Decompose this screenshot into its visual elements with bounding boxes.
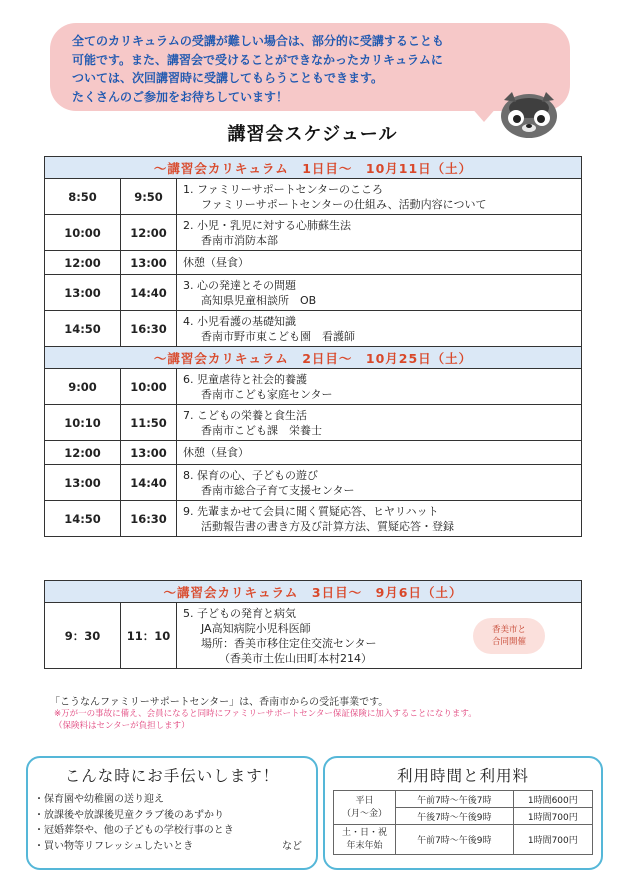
list-item xyxy=(34,839,316,855)
end-time: 11:50 xyxy=(121,405,177,441)
start-time: 12:00 xyxy=(45,441,121,465)
help-title: こんな時にお手伝いします！ xyxy=(64,767,280,785)
start-time: 12:00 xyxy=(45,251,121,275)
session-detail: 香南市消防本部 xyxy=(201,233,278,247)
table-row xyxy=(45,251,582,275)
fee-table xyxy=(333,790,593,855)
fee-price: 1時間700円 xyxy=(513,825,592,855)
session-title: 3. 心の発達とその問題 xyxy=(183,278,296,292)
session-desc xyxy=(177,441,582,465)
intro-line: たくさんのご参加をお待ちしています！ xyxy=(72,89,289,104)
start-time: 9:00 xyxy=(45,369,121,405)
session-desc xyxy=(177,369,582,405)
session-title: 4. 小児看護の基礎知識 xyxy=(183,314,296,328)
list-item-text: ・買い物等リフレッシュしたいとき xyxy=(34,840,194,852)
table-row xyxy=(45,465,582,501)
session-detail: 香南市野市東こども園 看護師 xyxy=(201,329,355,343)
session-detail: 香南市こども家庭センター xyxy=(201,387,333,401)
session-title: 8. 保育の心、子どもの遊び xyxy=(183,468,318,482)
session-desc xyxy=(177,275,582,311)
table-row xyxy=(45,501,582,537)
table-row xyxy=(45,215,582,251)
start-time: 13:00 xyxy=(45,465,121,501)
end-time: 13:00 xyxy=(121,251,177,275)
fee-time: 午前7時～午後9時 xyxy=(396,825,514,855)
notice-section xyxy=(50,693,590,732)
table-row xyxy=(334,825,593,855)
help-list xyxy=(28,792,316,854)
intro-bubble xyxy=(50,23,570,111)
holiday-label-line: 土・日・祝 xyxy=(341,827,387,838)
holiday-label-line: 年末年始 xyxy=(346,840,383,851)
session-detail: JA高知病院小児科医師 xyxy=(201,621,311,635)
fee-title: 利用時間と利用料 xyxy=(396,767,529,785)
start-time: 13:00 xyxy=(45,275,121,311)
start-time: 14:50 xyxy=(45,311,121,347)
day-header xyxy=(45,347,582,369)
end-time: 14:40 xyxy=(121,465,177,501)
intro-line: 可能です。また、講習会で受けることができなかったカリキュラムに xyxy=(72,52,443,67)
badge-line: 合同開催 xyxy=(491,637,526,647)
joint-event-badge xyxy=(473,618,545,654)
session-title: 5. 子どもの発育と病気 xyxy=(183,606,296,620)
etc-label: など xyxy=(282,840,302,852)
end-time: 9:50 xyxy=(121,179,177,215)
session-title: 1. ファミリーサポートセンターのこころ xyxy=(183,182,384,196)
fee-box xyxy=(323,756,603,870)
schedule-table-day1-day2 xyxy=(44,156,582,537)
list-item: ・保育園や幼稚園の送り迎え xyxy=(34,794,164,805)
end-time: 16:30 xyxy=(121,501,177,537)
intro-line: ついては、次回講習時に受講してもらうこともできます。 xyxy=(72,71,384,85)
session-title: 9. 先輩まかせて会員に聞く質疑応答、ヒヤリハット xyxy=(183,504,439,518)
day-header xyxy=(45,157,582,179)
table-row xyxy=(334,791,593,808)
session-title: 休憩（昼食） xyxy=(183,446,249,459)
end-time: 14:40 xyxy=(121,275,177,311)
table-row xyxy=(45,275,582,311)
page-title: 講習会スケジュール xyxy=(227,124,398,145)
weekday-label-line: （月～金） xyxy=(341,808,387,819)
session-desc xyxy=(177,311,582,347)
notice-line: 「こうなんファミリーサポートセンター」は、香南市からの受託事業です。 xyxy=(50,697,389,708)
fee-time: 午後7時～午後9時 xyxy=(396,808,514,825)
table-row xyxy=(45,179,582,215)
session-title: 2. 小児・乳児に対する心肺蘇生法 xyxy=(183,218,351,232)
table-row xyxy=(45,441,582,465)
session-desc xyxy=(177,251,582,275)
fee-price: 1時間700円 xyxy=(513,808,592,825)
badge-line: 香美市と xyxy=(491,625,526,635)
session-detail: 高知県児童相談所 OB xyxy=(201,293,317,307)
list-item: ・放課後や放課後児童クラブ後のあずかり xyxy=(34,809,224,821)
session-location: 場所：香美市移住定住交流センター xyxy=(201,636,377,650)
session-desc xyxy=(177,603,582,669)
weekday-label-line: 平日 xyxy=(355,795,374,806)
session-title: 休憩（昼食） xyxy=(183,256,249,269)
session-desc xyxy=(177,465,582,501)
schedule-table-day3 xyxy=(44,580,582,669)
end-time: 11：10 xyxy=(121,603,177,669)
insurance-note: （保険料はセンターが負担します） xyxy=(54,721,190,731)
end-time: 12:00 xyxy=(121,215,177,251)
fee-price: 1時間600円 xyxy=(513,791,592,808)
session-detail: 香南市こども課 栄養士 xyxy=(201,423,322,437)
start-time: 10:10 xyxy=(45,405,121,441)
day2-header: ～講習会カリキュラム 2日目～ 10月25日（土） xyxy=(45,347,582,369)
end-time: 13:00 xyxy=(121,441,177,465)
session-title: 6. 児童虐待と社会的養護 xyxy=(183,372,307,386)
day-header xyxy=(45,581,582,603)
session-title: 7. こどもの栄養と食生活 xyxy=(183,408,307,422)
weekday-label xyxy=(334,791,396,825)
table-row xyxy=(45,405,582,441)
day1-header: ～講習会カリキュラム 1日目～ 10月11日（土） xyxy=(45,157,582,179)
session-desc xyxy=(177,405,582,441)
session-desc xyxy=(177,179,582,215)
session-detail: ファミリーサポートセンターの仕組み、活動内容について xyxy=(201,197,487,211)
help-box xyxy=(26,756,318,870)
session-detail: 活動報告書の書き方及び計算方法、質疑応答・登録 xyxy=(201,519,454,533)
session-detail: 香南市総合子育て支援センター xyxy=(201,483,355,497)
insurance-note: ※万が一の事故に備え、会員になると同時にファミリーサポートセンター保証保険に加入することになります。 xyxy=(54,709,477,719)
list-item: ・冠婚葬祭や、他の子どもの学校行事のとき xyxy=(34,825,234,836)
start-time: 8:50 xyxy=(45,179,121,215)
end-time: 10:00 xyxy=(121,369,177,405)
table-row xyxy=(45,311,582,347)
start-time: 14:50 xyxy=(45,501,121,537)
session-desc xyxy=(177,215,582,251)
start-time: 10:00 xyxy=(45,215,121,251)
session-desc xyxy=(177,501,582,537)
intro-line: 全てのカリキュラムの受講が難しい場合は、部分的に受講することも xyxy=(72,34,444,48)
fee-time: 午前7時～午後7時 xyxy=(396,791,514,808)
end-time: 16:30 xyxy=(121,311,177,347)
session-address: （香美市土佐山田町本村214） xyxy=(219,651,372,665)
day3-header: ～講習会カリキュラム 3日目～ 9月6日（土） xyxy=(45,581,582,603)
table-row xyxy=(45,369,582,405)
holiday-label xyxy=(334,825,396,855)
table-row xyxy=(45,603,582,669)
start-time: 9：30 xyxy=(45,603,121,669)
